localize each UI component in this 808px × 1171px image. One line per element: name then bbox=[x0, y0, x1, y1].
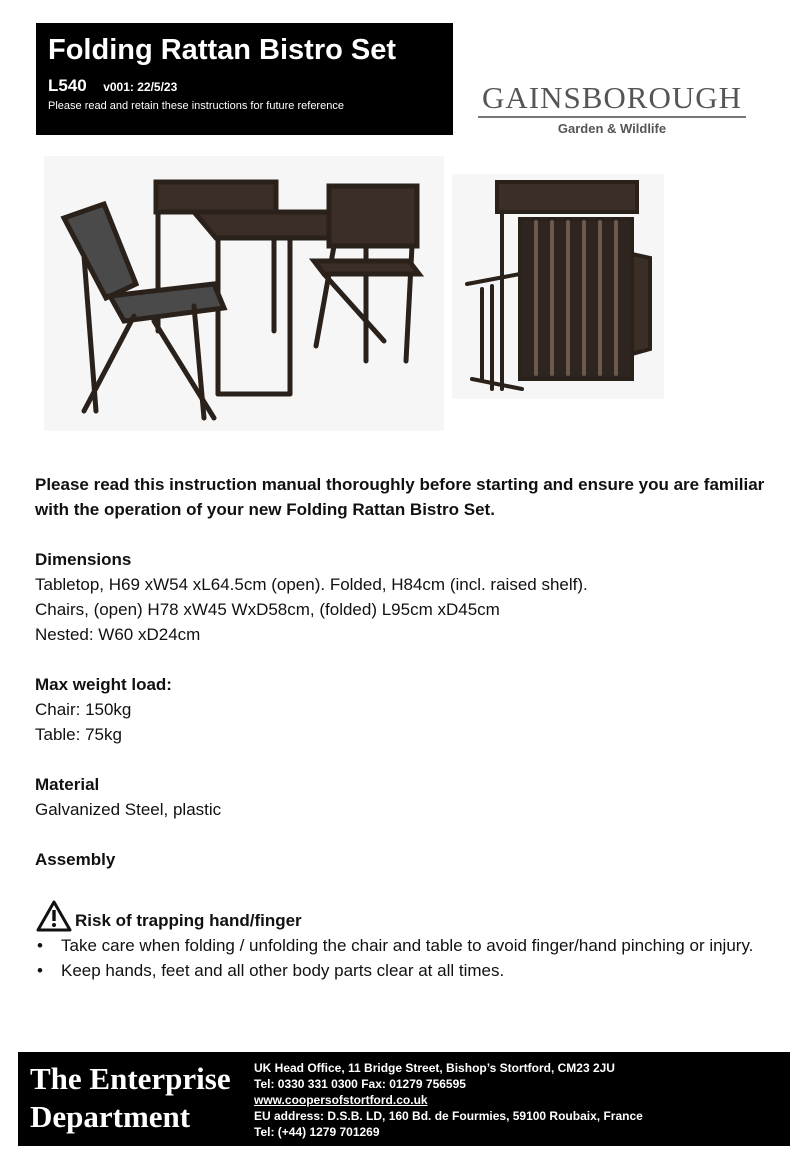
max-weight-line: Chair: 150kg bbox=[35, 700, 132, 719]
model-number: L540 bbox=[48, 76, 87, 95]
tel-fax: Tel: 0330 331 0300 Fax: 01279 756595 bbox=[254, 1077, 466, 1091]
warning-triangle-icon bbox=[35, 899, 73, 933]
material-heading: Material bbox=[35, 775, 100, 794]
bullet-icon: • bbox=[37, 936, 43, 955]
eu-address: EU address: D.S.B. LD, 160 Bd. de Fourmies, 59100 Roubaix, France bbox=[254, 1109, 643, 1123]
list-item-text: Keep hands, feet and all other body parts clear at all times. bbox=[61, 961, 505, 980]
product-photo-folded bbox=[452, 174, 664, 399]
department-name: The Enterprise Department bbox=[30, 1061, 231, 1134]
version-label: v001: 22/5/23 bbox=[103, 80, 178, 94]
intro-text: Please read this instruction manual thoroughly before starting and ensure you are familiar with the operation of your new Folding Rattan Bistro Set. bbox=[35, 475, 765, 519]
assembly-heading: Assembly bbox=[35, 850, 116, 869]
head-office-address: UK Head Office, 11 Bridge Street, Bishop’s Stortford, CM23 2JU bbox=[254, 1061, 615, 1075]
dimensions-line: Tabletop, H69 xW54 xL64.5cm (open). Folded, H84cm (incl. raised shelf). bbox=[35, 575, 588, 594]
list-item bbox=[37, 958, 775, 983]
bullet-icon: • bbox=[37, 961, 43, 980]
brand-logo bbox=[472, 82, 752, 136]
product-photo-open bbox=[44, 156, 444, 431]
warning-heading-row bbox=[35, 899, 775, 933]
brand-tagline: Garden & Wildlife bbox=[557, 121, 667, 136]
brand-rule bbox=[478, 116, 746, 118]
model-line bbox=[48, 76, 441, 96]
warning-list bbox=[35, 933, 775, 983]
dimensions-line: Chairs, (open) H78 xW45 WxD58cm, (folded) L95cm xD45cm bbox=[35, 600, 500, 619]
brand-name: GAINSBOROUGH bbox=[481, 80, 742, 115]
dimensions-line: Nested: W60 xD24cm bbox=[35, 625, 201, 644]
bistro-set-illustration bbox=[44, 156, 444, 431]
instructions-body bbox=[35, 472, 775, 983]
warning-heading: Risk of trapping hand/finger bbox=[75, 911, 302, 930]
eu-tel: Tel: (+44) 1279 701269 bbox=[254, 1125, 380, 1139]
dimensions-heading: Dimensions bbox=[35, 550, 132, 569]
retain-note: Please read and retain these instructions for future reference bbox=[48, 100, 344, 112]
max-weight-line: Table: 75kg bbox=[35, 725, 122, 744]
website-link[interactable]: www.coopersofstortford.co.uk bbox=[254, 1093, 428, 1107]
material-text: Galvanized Steel, plastic bbox=[35, 800, 222, 819]
max-weight-heading: Max weight load: bbox=[35, 675, 172, 694]
contact-details bbox=[254, 1060, 643, 1140]
list-item bbox=[37, 933, 775, 958]
title-block bbox=[36, 23, 453, 135]
folded-set-illustration bbox=[452, 174, 664, 399]
list-item-text: Take care when folding / unfolding the chair and table to avoid finger/hand pinching or injury. bbox=[61, 936, 754, 955]
page-title: Folding Rattan Bistro Set bbox=[48, 34, 396, 66]
footer bbox=[18, 1052, 790, 1146]
